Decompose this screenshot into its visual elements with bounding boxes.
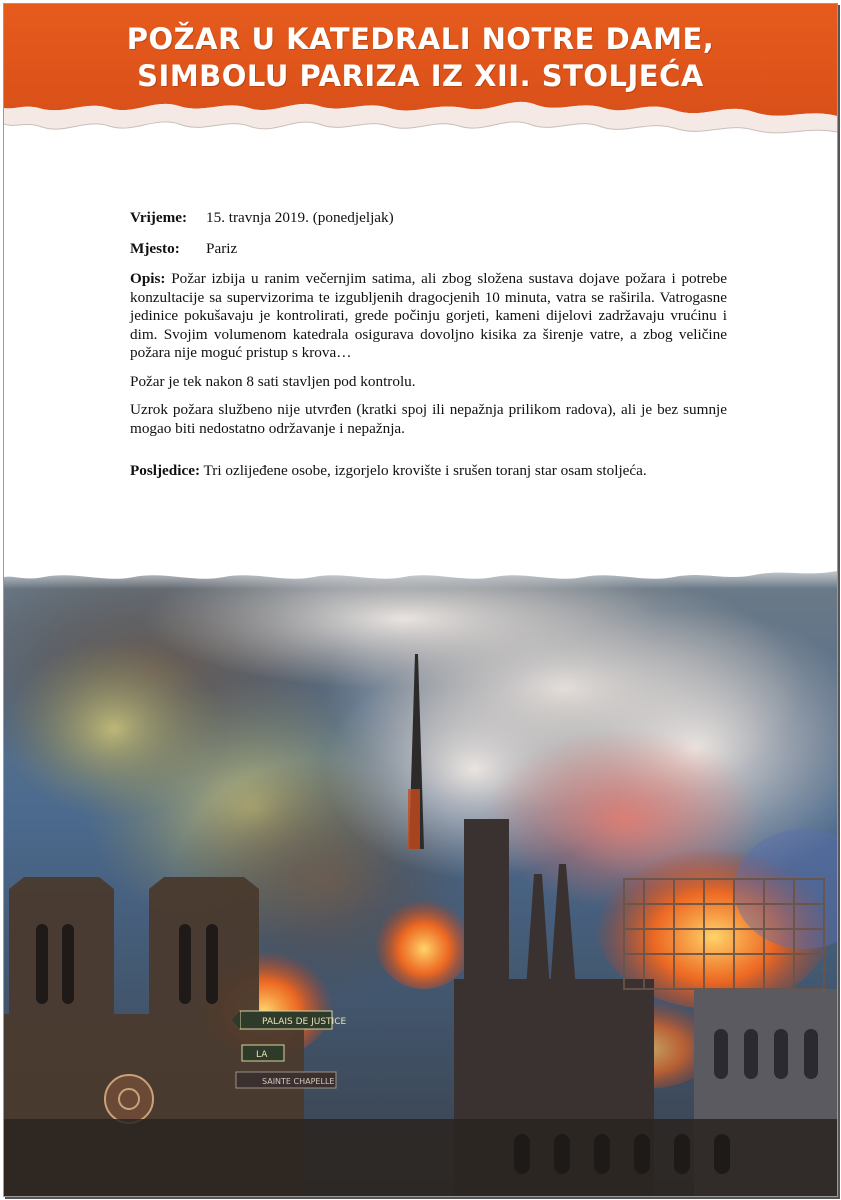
control-paragraph: Požar je tek nakon 8 sati stavljen pod kontrolu.	[130, 372, 416, 390]
street-sign-2	[242, 1045, 284, 1061]
time-value: 15. travnja 2019. (ponedjeljak)	[206, 209, 394, 226]
cathedral-fire-photo	[4, 559, 837, 1196]
description-text: Požar izbija u ranim večernjim satima, ali zbog složena sustava dojave požara i potrebe konzultacije sa supervizorima te izgubljenih dragocjenih 10 minuta, vatra se raširila. Vatrogasne jedinice pokušavaju je kontrolirati, grede počinju gorjeti, kameni dijelovi zadržavaju vrućinu i dim. Svojim volumenom katedrala osigurava dovoljno kisika za širenje vatre, a zbog veličine požara nije moguć pristup s krova…	[130, 270, 727, 361]
article-body	[130, 209, 727, 491]
page-title	[4, 21, 837, 95]
fire-illustration	[4, 559, 837, 1196]
consequences-paragraph	[130, 462, 727, 481]
cause-paragraph: Uzrok požara službeno nije utvrđen (kratki spoj ili nepažnja prilikom radova), ali je bez sumnje mogao biti nedostatno održavanje i nepažnja.	[130, 401, 727, 437]
sign-text-1: PALAIS DE JUSTICE	[262, 1017, 347, 1027]
title-banner	[4, 4, 837, 149]
title-line-2: SIMBOLU PARIZA IZ XII. STOLJEĆA	[137, 59, 704, 93]
street-sign-3	[236, 1072, 336, 1088]
description-label: Opis:	[130, 270, 166, 287]
description-paragraph	[130, 270, 727, 363]
title-line-1: POŽAR U KATEDRALI NOTRE DAME,	[126, 22, 715, 56]
consequences-text: Tri ozlijeđene osobe, izgorjelo krovište i srušen toranj star osam stoljeća.	[200, 462, 647, 479]
place-row	[130, 240, 727, 259]
street-sign-1	[232, 1011, 346, 1029]
sign-text-2: LA	[256, 1050, 268, 1060]
sign-text-3: SAINTE CHAPELLE	[262, 1077, 335, 1086]
place-value: Pariz	[206, 239, 238, 257]
poster-page	[3, 3, 838, 1197]
time-row	[130, 209, 727, 228]
consequences-label: Posljedice:	[130, 462, 201, 479]
time-label: Vrijeme:	[130, 209, 188, 226]
place-label: Mjesto:	[130, 239, 180, 257]
